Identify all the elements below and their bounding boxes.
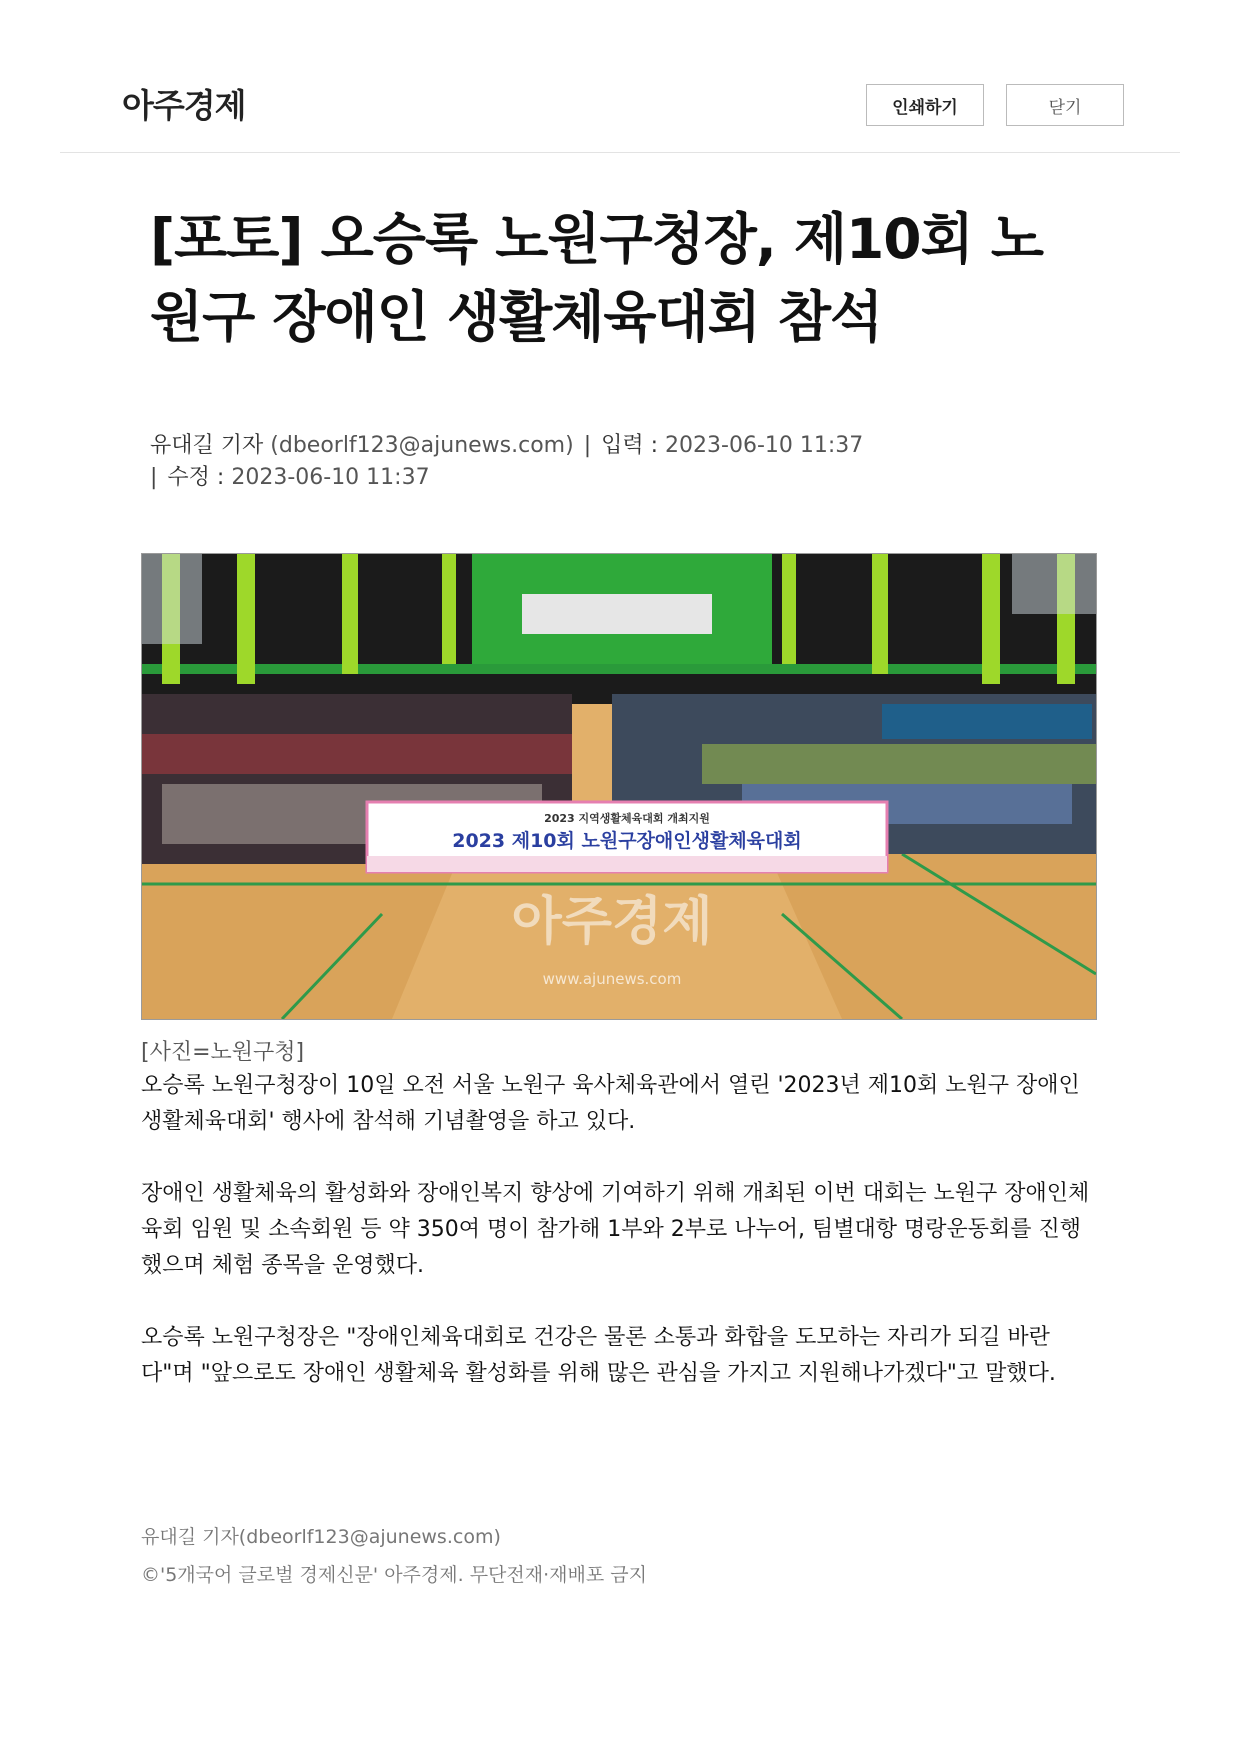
input-label: 입력 : — [601, 433, 666, 458]
meta-line-1 — [150, 430, 1050, 462]
article-title: [포토] 오승록 노원구청장, 제10회 노원구 장애인 생활체육대회 참석 — [150, 207, 1043, 349]
meta-separator: | — [583, 433, 592, 458]
modified-label: 수정 : — [167, 465, 232, 490]
site-logo[interactable]: 아주경제 — [122, 86, 246, 125]
article-footer — [141, 1518, 647, 1594]
photo-watermark-url: www.ajunews.com — [542, 970, 682, 988]
article-meta — [150, 430, 1050, 494]
modified-date: 2023-06-10 11:37 — [231, 465, 430, 490]
article-body — [141, 1068, 1091, 1428]
photo-watermark: 아주경제 — [511, 892, 713, 952]
meta-separator: | — [150, 465, 158, 490]
close-button[interactable]: 닫기 — [1006, 84, 1124, 126]
article-photo — [141, 553, 1097, 1020]
site-header — [60, 64, 1180, 153]
photo-caption: [사진=노원구청] — [141, 1040, 305, 1065]
paragraph: 장애인 생활체육의 활성화와 장애인복지 향상에 기여하기 위해 개최된 이번 대회는 노원구 장애인체육회 임원 및 소속회원 등 약 350여 명이 참가해 1부와 2부로 나누어, 팀별대항 명랑운동회를 진행했으며 체험 종목을 운영했다. — [141, 1181, 1090, 1278]
paragraph: 오승록 노원구청장이 10일 오전 서울 노원구 육사체육관에서 열린 '2023년 제10회 노원구 장애인 생활체육대회' 행사에 참석해 기념촬영을 하고 있다. — [141, 1073, 1080, 1134]
banner-main-text: 2023 제10회 노원구장애인생활체육대회 — [452, 830, 802, 852]
input-date: 2023-06-10 11:37 — [665, 433, 864, 458]
footer-copyright: ©'5개국어 글로벌 경제신문' 아주경제. 무단전재·재배포 금지 — [141, 1564, 647, 1586]
paragraph: 오승록 노원구청장은 "장애인체육대회로 건강은 물론 소통과 화합을 도모하는 자리가 되길 바란다"며 "앞으로도 장애인 생활체육 활성화를 위해 많은 관심을 가지고 지원해나가겠다"고 말했다. — [141, 1325, 1056, 1386]
reporter-email[interactable]: (dbeorlf123@ajunews.com) — [270, 433, 574, 458]
banner-top-text: 2023 지역생활체육대회 개최지원 — [544, 812, 710, 825]
footer-reporter: 유대길 기자(dbeorlf123@ajunews.com) — [141, 1526, 501, 1548]
meta-line-2 — [150, 462, 1050, 494]
print-button[interactable]: 인쇄하기 — [866, 84, 984, 126]
reporter-name: 유대길 기자 — [150, 433, 264, 458]
